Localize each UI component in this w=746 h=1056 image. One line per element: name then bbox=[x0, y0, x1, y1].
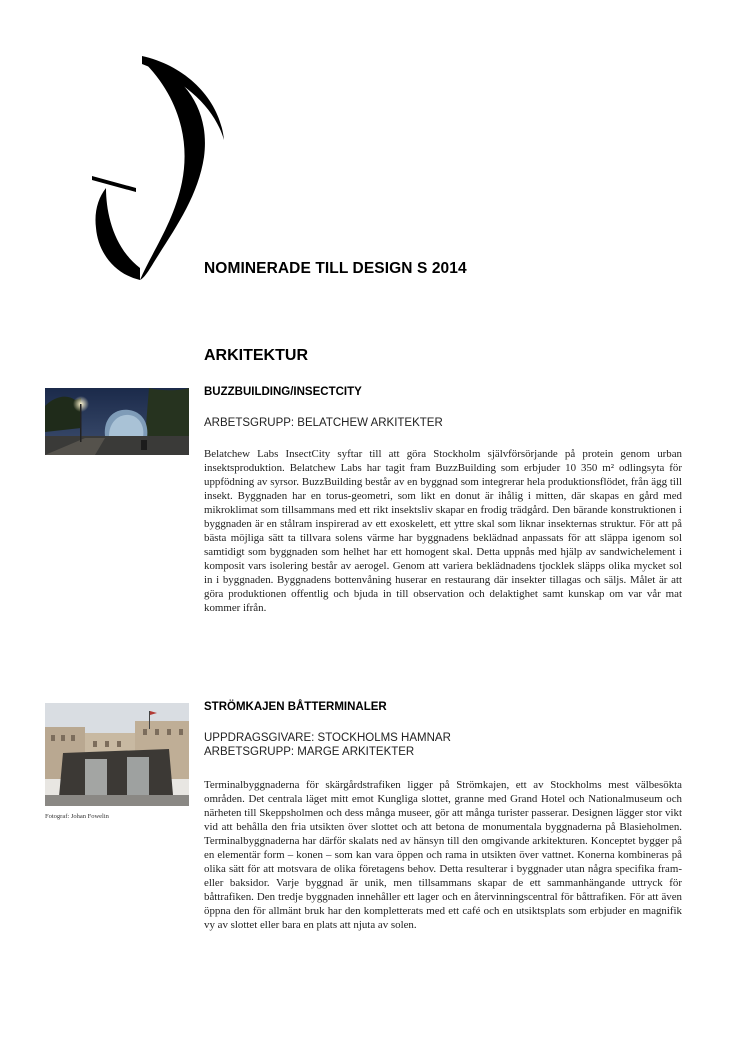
entry-body: Belatchew Labs InsectCity syftar till att göra Stockholm självförsörjande på protein genom urban insektsproduktion. Belatchew Labs har tagit fram BuzzBuilding som erbjuder 10 350 m² odlingsyta för uppfödning av syrsor. BuzzBuilding består av en byggnad som integrerar hela produktionsflödet, från ägg till insekt. Byggnaden har en torus-geometri, som likt en donut är ihålig i mitten, där skapas en gård med mikroklimat som tillsammans med ett rikt insektsliv skapar en frodig trädgård. Den bärande konstruktionen i byggnaden är en stålram inspirerad av ett exoskelett, ett yttre skal som liknar insekternas struktur. För att på bästa möjliga sätt ta tillvara solens värme har byggnadens beklädnad anpassats för att släppa igenom sol samtidigt som byggnaden som helhet har ett homogent skal. Detta uppnås med hjälp av sandwichelement i komposit vars isolering består av aerogel. Genom att variera beklädnadens tjocklek släpps olika mycket sol in i byggnaden. Byggnadens bottenvåning huserar en restaurang där insekter tillagas och säljs. Målet är att göra produktionen offentlig och bjuda in till observation och delaktighet samt kunskap om var vår mat kommer ifrån. bbox=[204, 448, 682, 614]
page-title: NOMINERADE TILL DESIGN S 2014 bbox=[204, 260, 467, 277]
entry-body: Terminalbyggnaderna för skärgårdstrafiken ligger på Strömkajen, ett av Stockholms mest välbesökta områden. Det centrala läget mitt emot Kungliga slottet, granne med Grand Hotel och Nationalmuseum och närheten till Skeppsholmen och dess många museer, gör att många turister passerar. Designen lägger stor vikt vid att behålla den fria utsikten över slottet och att betona de monumentala byggnaderna på Blasieholmen. Terminalbyggnaderna har därför skalats ned av hänsyn till den omgivande arkitekturen. Konceptet bygger på en elementär form – konen – som kan vara öppen och rama in utsikten över vattnet. Konerna kombineras på olika sätt för att motsvara de olika företagens behov. Detta resulterar i byggnader utan några specifika fram- eller baksidor. Varje byggnad är unik, men tillsammans skapar de ett sammanhängande uttryck för båttrafiken. Den tredje byggnaden innehåller ett lager och en återvinningscentral för båttrafiken. För att även öppna den för allmänt bruk har den kompletterats med ett café och en utsiktsplats som erbjuder en magnifik vy av slottet eller bara en plats att njuta av solen. bbox=[204, 779, 682, 931]
section-title: ARKITEKTUR bbox=[204, 347, 308, 364]
stromkajen-photo bbox=[45, 703, 189, 806]
entry-meta: ARBETSGRUPP: BELATCHEW ARKITEKTER bbox=[204, 417, 443, 429]
entry-meta: ARBETSGRUPP: MARGE ARKITEKTER bbox=[204, 746, 415, 758]
entry-meta: UPPDRAGSGIVARE: STOCKHOLMS HAMNAR bbox=[204, 732, 451, 744]
entry-title: BUZZBUILDING/INSECTCITY bbox=[204, 386, 362, 398]
design-s-logo-icon bbox=[92, 52, 227, 282]
photo-caption: Fotograf: Johan Fowelin bbox=[45, 813, 109, 820]
entry-title: STRÖMKAJEN BÅTTERMINALER bbox=[204, 701, 387, 713]
buzzbuilding-photo bbox=[45, 388, 189, 455]
